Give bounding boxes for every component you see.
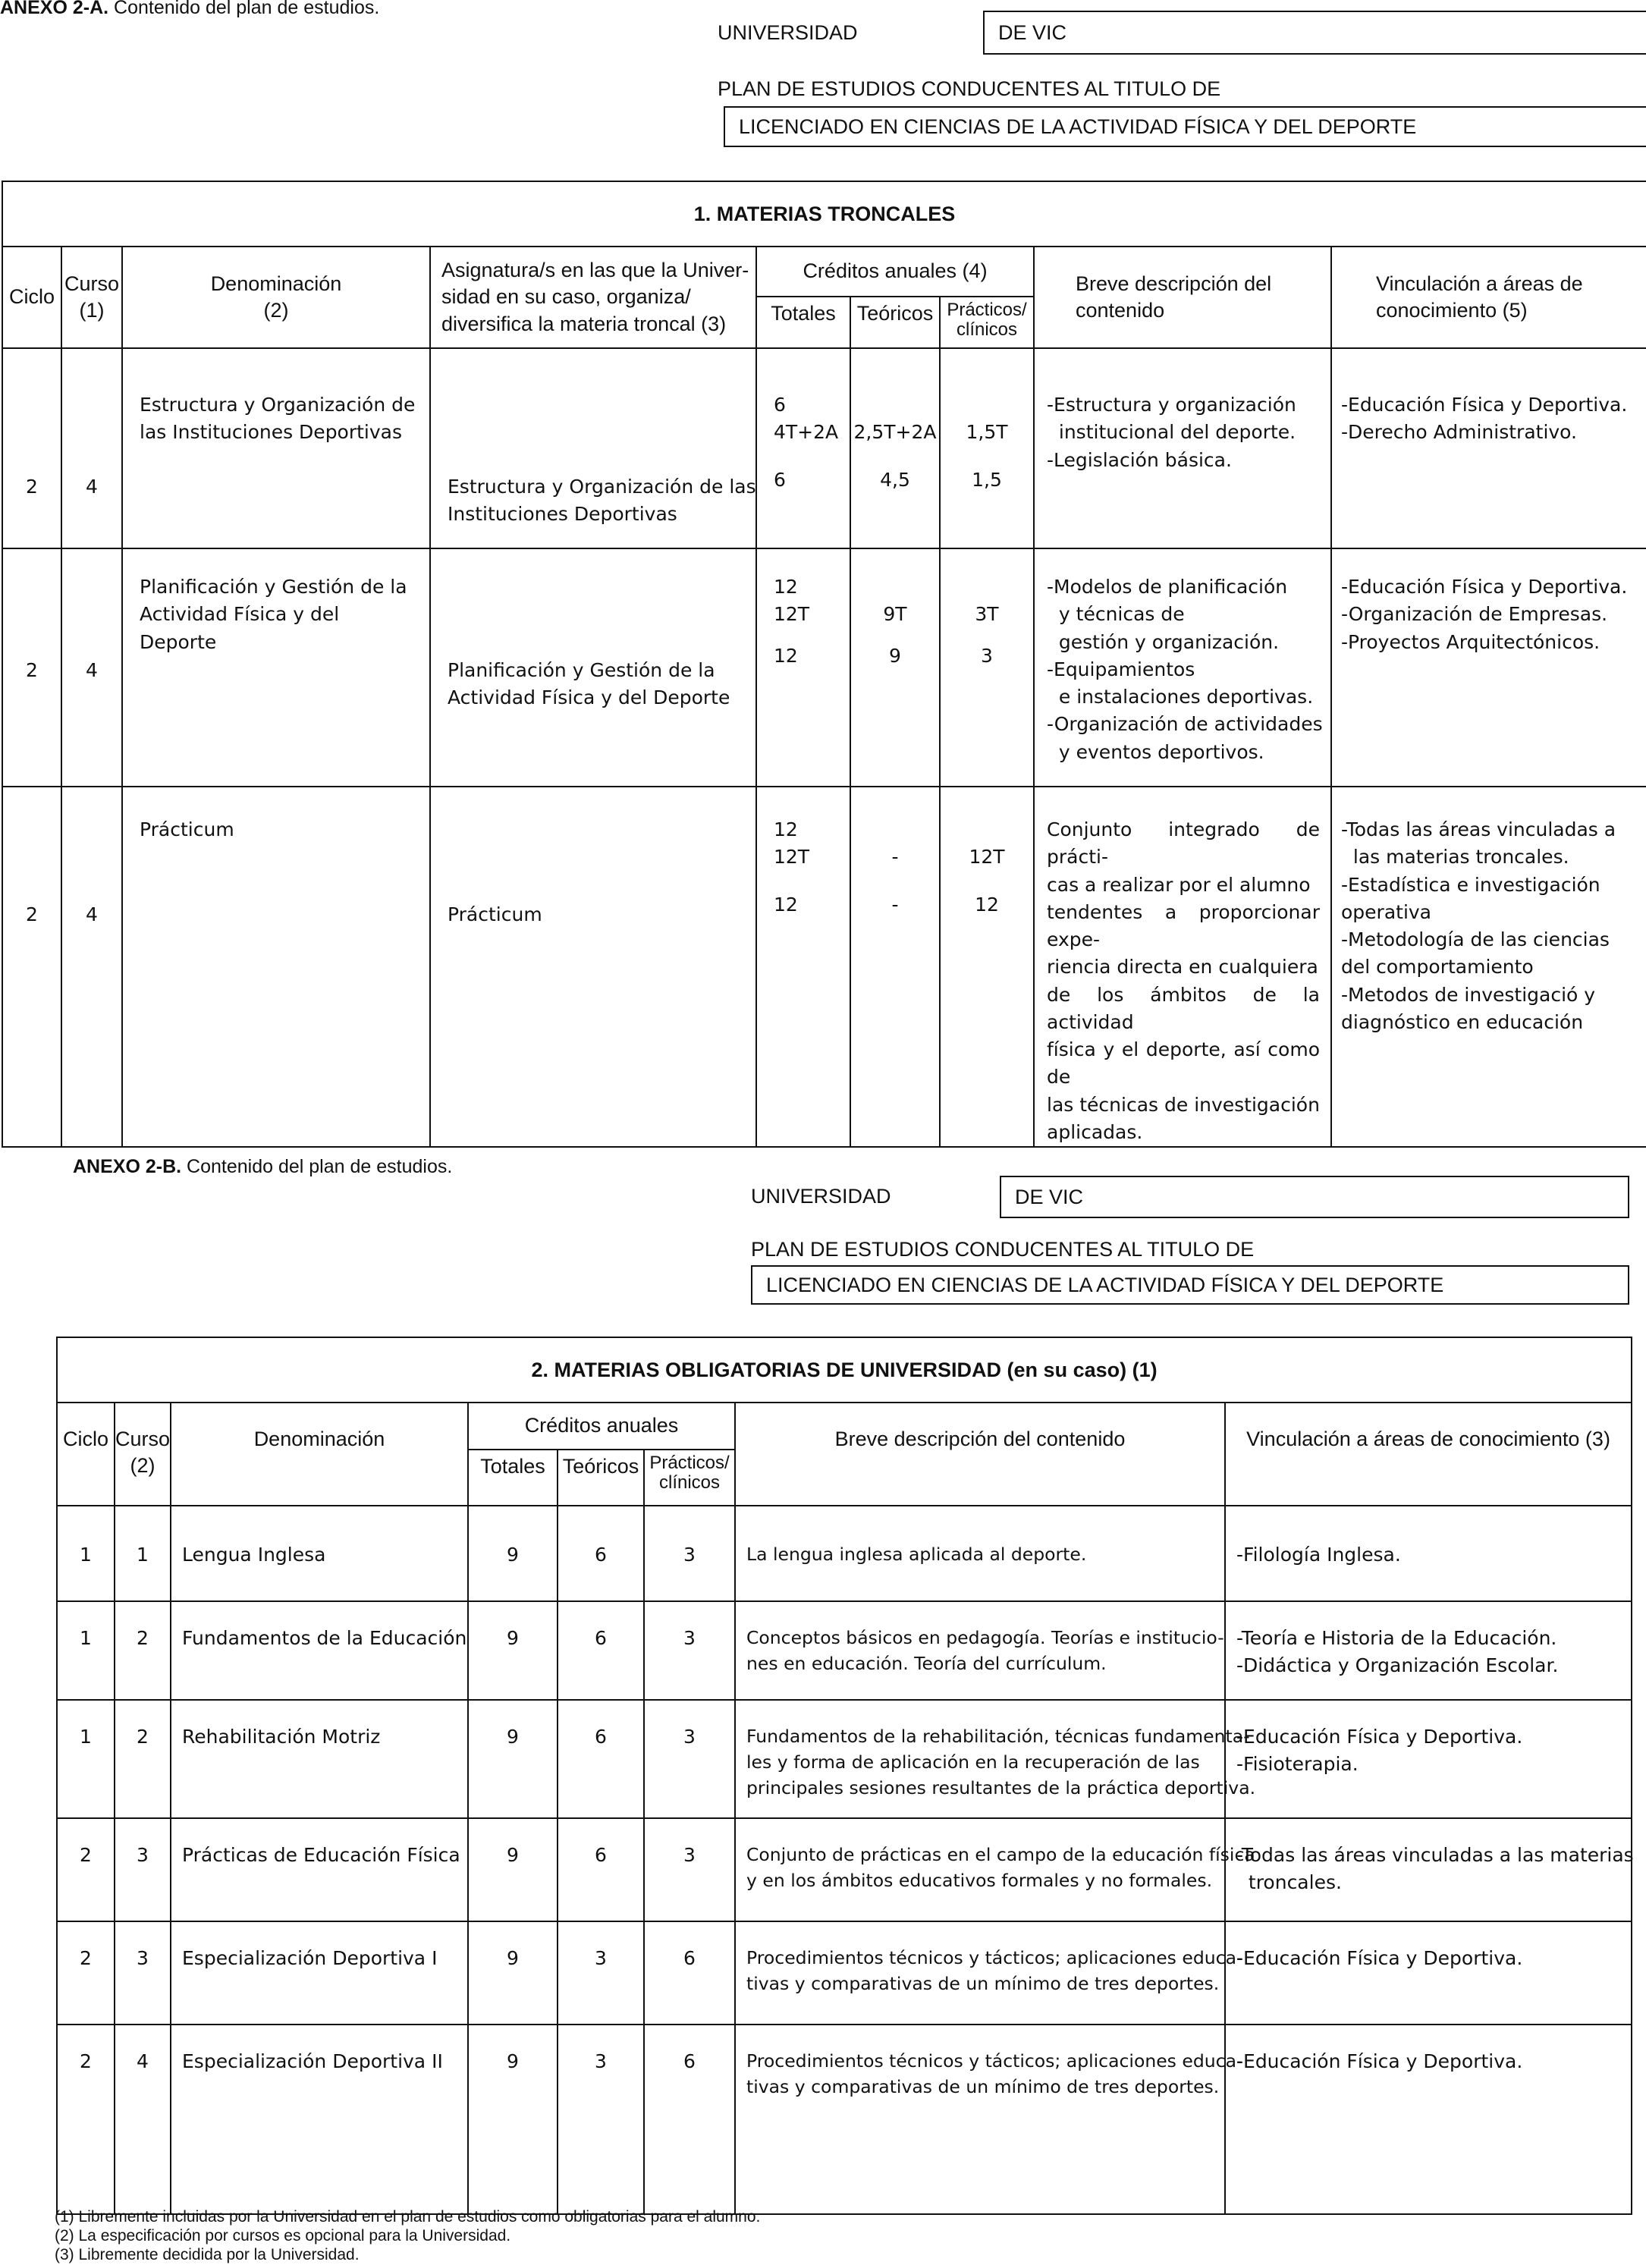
annex-b-plan-label: PLAN DE ESTUDIOS CONDUCENTES AL TITULO DE — [751, 1238, 1255, 1261]
header-curso: Curso (1) — [61, 247, 122, 348]
vinculacion-line: -Todas las áreas vinculadas a — [1341, 818, 1616, 840]
header-b-descripcion: Breve descripción del contenido — [735, 1403, 1225, 1506]
vinculacion-line: -Estadística e investigación — [1341, 873, 1600, 896]
vinculacion-line: -Organización de Empresas. — [1341, 603, 1608, 626]
curso-value: 3 — [137, 1844, 149, 1866]
curso-cell — [61, 548, 122, 787]
teoricos-cell — [850, 548, 940, 787]
table-a-title: 1. MATERIAS TRONCALES — [2, 181, 1646, 247]
practicos-value: 3 — [981, 644, 993, 667]
header-teoricos: Teóricos — [850, 297, 940, 348]
asignatura-cell — [430, 787, 756, 1147]
header-b-denominacion: Denominación — [171, 1403, 468, 1506]
curso-value: 4 — [86, 659, 98, 681]
descripcion-line: nes en educación. Teoría del currículum. — [746, 1653, 1107, 1675]
totales-value: 12 — [774, 818, 798, 840]
vinculacion-line: -Todas las áreas vinculadas a las materias — [1236, 1844, 1634, 1866]
practicos-value: 12T — [969, 846, 1005, 869]
ciclo-value: 2 — [26, 659, 38, 681]
table-b-row — [57, 1818, 1632, 1921]
descripcion-line: Procedimientos técnicos y tácticos; aplicaciones educa- — [746, 1947, 1243, 1968]
totales-cell — [468, 1818, 558, 1921]
vinculacion-line: -Educación Física y Deportiva. — [1341, 576, 1628, 598]
annex-a-universidad-label: UNIVERSIDAD — [718, 21, 858, 44]
descripcion-cell — [735, 1506, 1225, 1601]
descripcion-line: tendentes a proporcionar expe- — [1047, 900, 1320, 950]
totales-value: 9 — [507, 1726, 519, 1748]
header-descripcion: Breve descripción del contenido — [1034, 247, 1331, 348]
descripcion-line: tivas y comparativas de un mínimo de tres deportes. — [746, 1973, 1220, 1995]
footnote-3: (3) Libremente decidida por la Universidad. — [55, 2246, 360, 2264]
vinculacion-line: del comportamiento — [1341, 956, 1534, 979]
descripcion-line: Conjunto integrado de prácti- — [1047, 818, 1320, 869]
teoricos-cell — [850, 787, 940, 1147]
descripcion-line: principales sesiones resultantes de la práctica deportiva. — [746, 1777, 1256, 1799]
vinculacion-line: -Educación Física y Deportiva. — [1236, 2050, 1523, 2072]
asignatura-line: Instituciones Deportivas — [448, 503, 677, 526]
ciclo-value: 2 — [80, 1947, 92, 1969]
descripcion-line: Conjunto de prácticas en el campo de la educación física — [746, 1844, 1255, 1865]
practicos-cell — [644, 1506, 735, 1601]
curso-value: 1 — [137, 1544, 149, 1566]
totales-cell — [756, 348, 850, 548]
totales-cell — [468, 2025, 558, 2214]
denominacion-value: Fundamentos de la Educación — [182, 1627, 467, 1649]
curso-value: 4 — [86, 903, 98, 925]
vinculacion-line: diagnóstico en educación — [1341, 1010, 1584, 1033]
descripcion-line: institucional del deporte. — [1047, 421, 1296, 444]
ciclo-value: 1 — [80, 1544, 92, 1566]
ciclo-value: 1 — [80, 1627, 92, 1649]
denominacion-cell — [171, 1601, 468, 1700]
curso-cell — [115, 1700, 171, 1818]
practicos-cell — [644, 1921, 735, 2025]
ciclo-cell — [57, 2025, 115, 2214]
annex-a-title: ANEXO 2-A. Contenido del plan de estudios. — [0, 0, 380, 18]
vinculacion-line: -Educación Física y Deportiva. — [1236, 1726, 1523, 1748]
vinculacion-cell — [1331, 348, 1646, 548]
asignatura-line: Actividad Física y del Deporte — [448, 686, 730, 709]
practicos-value — [941, 391, 1033, 419]
totales-value: 9 — [507, 2050, 519, 2072]
table-a-row — [2, 348, 1646, 548]
ciclo-value: 2 — [26, 476, 38, 498]
header-b-curso: Curso (2) — [115, 1403, 171, 1506]
descripcion-line: -Organización de actividades — [1047, 713, 1323, 736]
curso-cell — [61, 787, 122, 1147]
annex-b-title: ANEXO 2-B. Contenido del plan de estudios. — [73, 1156, 453, 1177]
descripcion-line: y eventos deportivos. — [1047, 740, 1264, 763]
teoricos-value: 6 — [595, 1726, 607, 1748]
teoricos-value: 6 — [595, 1627, 607, 1649]
header-b-creditos: Créditos anuales — [468, 1403, 735, 1450]
totales-value: 12 — [774, 893, 798, 916]
teoricos-value: - — [891, 893, 899, 916]
practicos-value: 12 — [975, 893, 999, 916]
vinculacion-cell — [1331, 787, 1646, 1147]
annex-b-universidad-value: DE VIC — [1015, 1185, 1084, 1208]
footnote-1: (1) Libremente incluidas por la Universidad en el plan de estudios como obligatorias para el alumno. — [55, 2208, 761, 2226]
totales-value: 12 — [774, 576, 798, 598]
ciclo-value: 1 — [80, 1726, 92, 1748]
denominacion-line: Deporte — [140, 630, 217, 653]
denominacion-line: Estructura y Organización de — [140, 394, 416, 416]
descripcion-line: tivas y comparativas de un mínimo de tres deportes. — [746, 2076, 1220, 2098]
teoricos-value — [851, 391, 939, 419]
denominacion-line: Planificación y Gestión de la — [140, 576, 407, 598]
header-b-vinculacion: Vinculación a áreas de conocimiento (3) — [1225, 1403, 1632, 1506]
practicos-value: 1,5 — [972, 468, 1002, 491]
denominacion-line: Actividad Física y del — [140, 603, 340, 626]
teoricos-value: - — [891, 846, 899, 869]
teoricos-cell — [558, 1921, 644, 2025]
ciclo-cell — [57, 1506, 115, 1601]
header-ciclo: Ciclo — [2, 247, 61, 348]
descripcion-line: les y forma de aplicación en la recuperación de las — [746, 1751, 1200, 1773]
totales-value: 9 — [507, 1844, 519, 1866]
vinculacion-line: -Fisioterapia. — [1236, 1753, 1359, 1776]
annex-a-plan-value: LICENCIADO EN CIENCIAS DE LA ACTIVIDAD FÍSICA Y DEL DEPORTE — [739, 115, 1417, 138]
table-a-row — [2, 787, 1646, 1147]
curso-cell — [115, 1818, 171, 1921]
ciclo-cell — [57, 1601, 115, 1700]
asignatura-cell — [430, 548, 756, 787]
descripcion-line: física y el deporte, así como de — [1047, 1038, 1320, 1088]
denominacion-cell — [171, 1506, 468, 1601]
denominacion-value: Especialización Deportiva I — [182, 1947, 438, 1969]
totales-value: 4T+2A — [774, 421, 839, 444]
vinculacion-cell — [1225, 1921, 1632, 2025]
descripcion-cell — [1034, 348, 1331, 548]
totales-value: 12T — [774, 603, 810, 626]
curso-cell — [115, 2025, 171, 2214]
denominacion-cell — [122, 548, 430, 787]
descripcion-line: Conceptos básicos en pedagogía. Teorías e institucio- — [746, 1627, 1224, 1648]
curso-value: 4 — [86, 476, 98, 498]
table-b-row — [57, 1700, 1632, 1818]
descripcion-line: Fundamentos de la rehabilitación, técnicas fundamenta- — [746, 1726, 1250, 1747]
descripcion-line: aplicadas. — [1047, 1120, 1143, 1143]
asignatura-cell — [430, 348, 756, 548]
vinculacion-cell — [1225, 2025, 1632, 2214]
descripcion-line: La lengua inglesa aplicada al deporte. — [746, 1544, 1087, 1565]
totales-value: 6 — [774, 468, 786, 491]
vinculacion-line: las materias troncales. — [1341, 846, 1569, 869]
practicos-cell — [644, 2025, 735, 2214]
descripcion-line: e instalaciones deportivas. — [1047, 686, 1314, 708]
descripcion-cell — [735, 1700, 1256, 1818]
denominacion-cell — [122, 787, 430, 1147]
denominacion-value: Lengua Inglesa — [182, 1544, 326, 1566]
totales-cell — [468, 1921, 558, 2025]
descripcion-line: -Modelos de planificación — [1047, 576, 1288, 598]
ciclo-cell — [57, 1818, 115, 1921]
descripcion-cell — [735, 1601, 1225, 1700]
annex-b-universidad-label: UNIVERSIDAD — [751, 1185, 891, 1208]
teoricos-value: 9T — [883, 603, 907, 626]
teoricos-value — [851, 816, 939, 843]
totales-cell — [756, 548, 850, 787]
teoricos-value: 4,5 — [880, 468, 910, 491]
totales-value: 9 — [507, 1627, 519, 1649]
descripcion-cell — [1034, 787, 1331, 1147]
curso-cell — [61, 348, 122, 548]
practicos-cell — [940, 548, 1034, 787]
practicos-cell — [644, 1818, 735, 1921]
ciclo-value: 2 — [80, 2050, 92, 2072]
header-b-totales: Totales — [468, 1450, 558, 1506]
descripcion-line: cas a realizar por el alumno — [1047, 873, 1311, 896]
ciclo-cell — [2, 348, 61, 548]
header-creditos: Créditos anuales (4) — [756, 247, 1034, 297]
header-b-ciclo: Ciclo — [57, 1403, 115, 1506]
annex-a-universidad-value: DE VIC — [998, 20, 1067, 44]
ciclo-cell — [57, 1700, 115, 1818]
footnotes — [55, 2207, 760, 2265]
teoricos-value: 6 — [595, 1544, 607, 1566]
teoricos-cell — [558, 1601, 644, 1700]
teoricos-cell — [558, 1700, 644, 1818]
practicos-value: 3T — [975, 603, 999, 626]
descripcion-line: de los ámbitos de la actividad — [1047, 983, 1320, 1033]
descripcion-line: -Equipamientos — [1047, 658, 1195, 680]
vinculacion-line: -Derecho Administrativo. — [1341, 421, 1577, 444]
denominacion-cell — [171, 1921, 468, 2025]
curso-cell — [115, 1921, 171, 2025]
teoricos-value: 9 — [889, 644, 901, 667]
totales-cell — [468, 1700, 558, 1818]
annex-b-plan-field — [751, 1265, 1629, 1305]
vinculacion-line: -Teoría e Historia de la Educación. — [1236, 1627, 1557, 1649]
annex-a-plan-label: PLAN DE ESTUDIOS CONDUCENTES AL TITULO DE — [718, 77, 1221, 100]
teoricos-cell — [558, 1506, 644, 1601]
descripcion-line: -Legislación básica. — [1047, 448, 1232, 471]
descripcion-cell — [1034, 548, 1331, 787]
practicos-value: 3 — [683, 1726, 696, 1748]
header-denominacion: Denominación (2) — [122, 247, 430, 348]
vinculacion-cell — [1225, 1700, 1632, 1818]
ciclo-cell — [2, 787, 61, 1147]
totales-cell — [468, 1506, 558, 1601]
denominacion-cell — [171, 1818, 468, 1921]
curso-value: 2 — [137, 1627, 149, 1649]
annex-b-universidad-field — [1000, 1176, 1629, 1218]
table-b-title: 2. MATERIAS OBLIGATORIAS DE UNIVERSIDAD (en su caso) (1) — [57, 1337, 1632, 1403]
vinculacion-line: -Educación Física y Deportiva. — [1341, 394, 1628, 416]
totales-cell — [468, 1601, 558, 1700]
header-practicos: Prácticos/ clínicos — [940, 297, 1034, 348]
header-totales: Totales — [756, 297, 850, 348]
practicos-value — [941, 816, 1033, 843]
totales-value: 6 — [774, 394, 786, 416]
annex-b-plan-value: LICENCIADO EN CIENCIAS DE LA ACTIVIDAD FÍSICA Y DEL DEPORTE — [766, 1273, 1444, 1296]
practicos-cell — [644, 1601, 735, 1700]
ciclo-cell — [57, 1921, 115, 2025]
table-b-row — [57, 1921, 1632, 2025]
asignatura-line: Prácticum — [448, 903, 542, 925]
header-vinculacion: Vinculación a áreas de conocimiento (5) — [1331, 247, 1646, 348]
curso-value: 4 — [137, 2050, 149, 2072]
practicos-value: 3 — [683, 1544, 696, 1566]
vinculacion-line: troncales. — [1236, 1871, 1342, 1894]
table-b-row — [57, 1601, 1632, 1700]
practicos-value: 3 — [683, 1844, 696, 1866]
practicos-cell — [940, 787, 1034, 1147]
header-b-practicos: Prácticos/ clínicos — [644, 1450, 735, 1506]
vinculacion-line: -Filología Inglesa. — [1236, 1544, 1401, 1566]
vinculacion-line: -Didáctica y Organización Escolar. — [1236, 1654, 1559, 1677]
descripcion-cell — [735, 1818, 1255, 1921]
totales-value: 12 — [774, 644, 798, 667]
vinculacion-line: -Educación Física y Deportiva. — [1236, 1947, 1523, 1969]
table-b-row — [57, 1506, 1632, 1601]
totales-value: 9 — [507, 1947, 519, 1969]
practicos-value: 6 — [683, 1947, 696, 1969]
footnote-2: (2) La especificación por cursos es opcional para la Universidad. — [55, 2227, 511, 2245]
practicos-value: 3 — [683, 1627, 696, 1649]
practicos-value — [941, 573, 1033, 601]
teoricos-value: 2,5T+2A — [853, 421, 937, 444]
descripcion-line: Procedimientos técnicos y tácticos; aplicaciones educa- — [746, 2050, 1243, 2072]
descripcion-cell — [735, 1921, 1243, 2025]
denominacion-line: Prácticum — [140, 818, 234, 840]
practicos-cell — [940, 348, 1034, 548]
descripcion-line: riencia directa en cualquiera — [1047, 956, 1318, 979]
denominacion-value: Especialización Deportiva II — [182, 2050, 443, 2072]
curso-cell — [115, 1506, 171, 1601]
descripcion-line: y técnicas de — [1047, 603, 1185, 626]
vinculacion-cell — [1331, 548, 1646, 787]
denominacion-value: Rehabilitación Motriz — [182, 1726, 381, 1748]
teoricos-value: 3 — [595, 1947, 607, 1969]
practicos-value: 6 — [683, 2050, 696, 2072]
asignatura-line: Estructura y Organización de las — [448, 476, 756, 498]
teoricos-value: 6 — [595, 1844, 607, 1866]
curso-cell — [115, 1601, 171, 1700]
denominacion-cell — [171, 2025, 468, 2214]
ciclo-value: 2 — [80, 1844, 92, 1866]
vinculacion-cell — [1225, 1601, 1632, 1700]
header-b-teoricos: Teóricos — [558, 1450, 644, 1506]
denominacion-value: Prácticas de Educación Física — [182, 1844, 460, 1866]
vinculacion-line: -Proyectos Arquitectónicos. — [1341, 630, 1600, 653]
teoricos-cell — [850, 348, 940, 548]
vinculacion-line: -Metodos de investigació y — [1341, 983, 1596, 1006]
descripcion-line: -Estructura y organización — [1047, 394, 1296, 416]
totales-value: 9 — [507, 1544, 519, 1566]
teoricos-value — [851, 573, 939, 601]
descripcion-line: gestión y organización. — [1047, 630, 1280, 653]
curso-value: 2 — [137, 1726, 149, 1748]
teoricos-cell — [558, 2025, 644, 2214]
descripcion-cell — [735, 2025, 1243, 2214]
denominacion-cell — [122, 348, 430, 548]
teoricos-cell — [558, 1818, 644, 1921]
denominacion-line: las Instituciones Deportivas — [140, 421, 403, 444]
ciclo-value: 2 — [26, 903, 38, 925]
asignatura-line: Planificación y Gestión de la — [448, 659, 715, 681]
totales-value: 12T — [774, 846, 810, 869]
table-a-row — [2, 548, 1646, 787]
materias-obligatorias-table — [56, 1337, 1632, 2215]
descripcion-line: y en los ámbitos educativos formales y no formales. — [746, 1870, 1213, 1892]
annex-a-plan-field — [724, 106, 1646, 147]
header-asignatura: Asignatura/s en las que la Univer- sidad en su caso, organiza/ diversifica la materia troncal (3) — [430, 247, 756, 348]
vinculacion-line: operativa — [1341, 900, 1432, 923]
materias-troncales-table — [2, 181, 1646, 1148]
vinculacion-cell — [1225, 1506, 1632, 1601]
teoricos-value: 3 — [595, 2050, 607, 2072]
annex-a-universidad-field — [983, 11, 1646, 55]
totales-cell — [756, 787, 850, 1147]
practicos-value: 1,5T — [966, 421, 1008, 444]
vinculacion-cell — [1225, 1818, 1632, 1921]
table-b-row — [57, 2025, 1632, 2214]
practicos-cell — [644, 1700, 735, 1818]
ciclo-cell — [2, 548, 61, 787]
vinculacion-line: -Metodología de las ciencias — [1341, 928, 1610, 950]
curso-value: 3 — [137, 1947, 149, 1969]
descripcion-line: las técnicas de investigación — [1047, 1093, 1320, 1116]
denominacion-cell — [171, 1700, 468, 1818]
